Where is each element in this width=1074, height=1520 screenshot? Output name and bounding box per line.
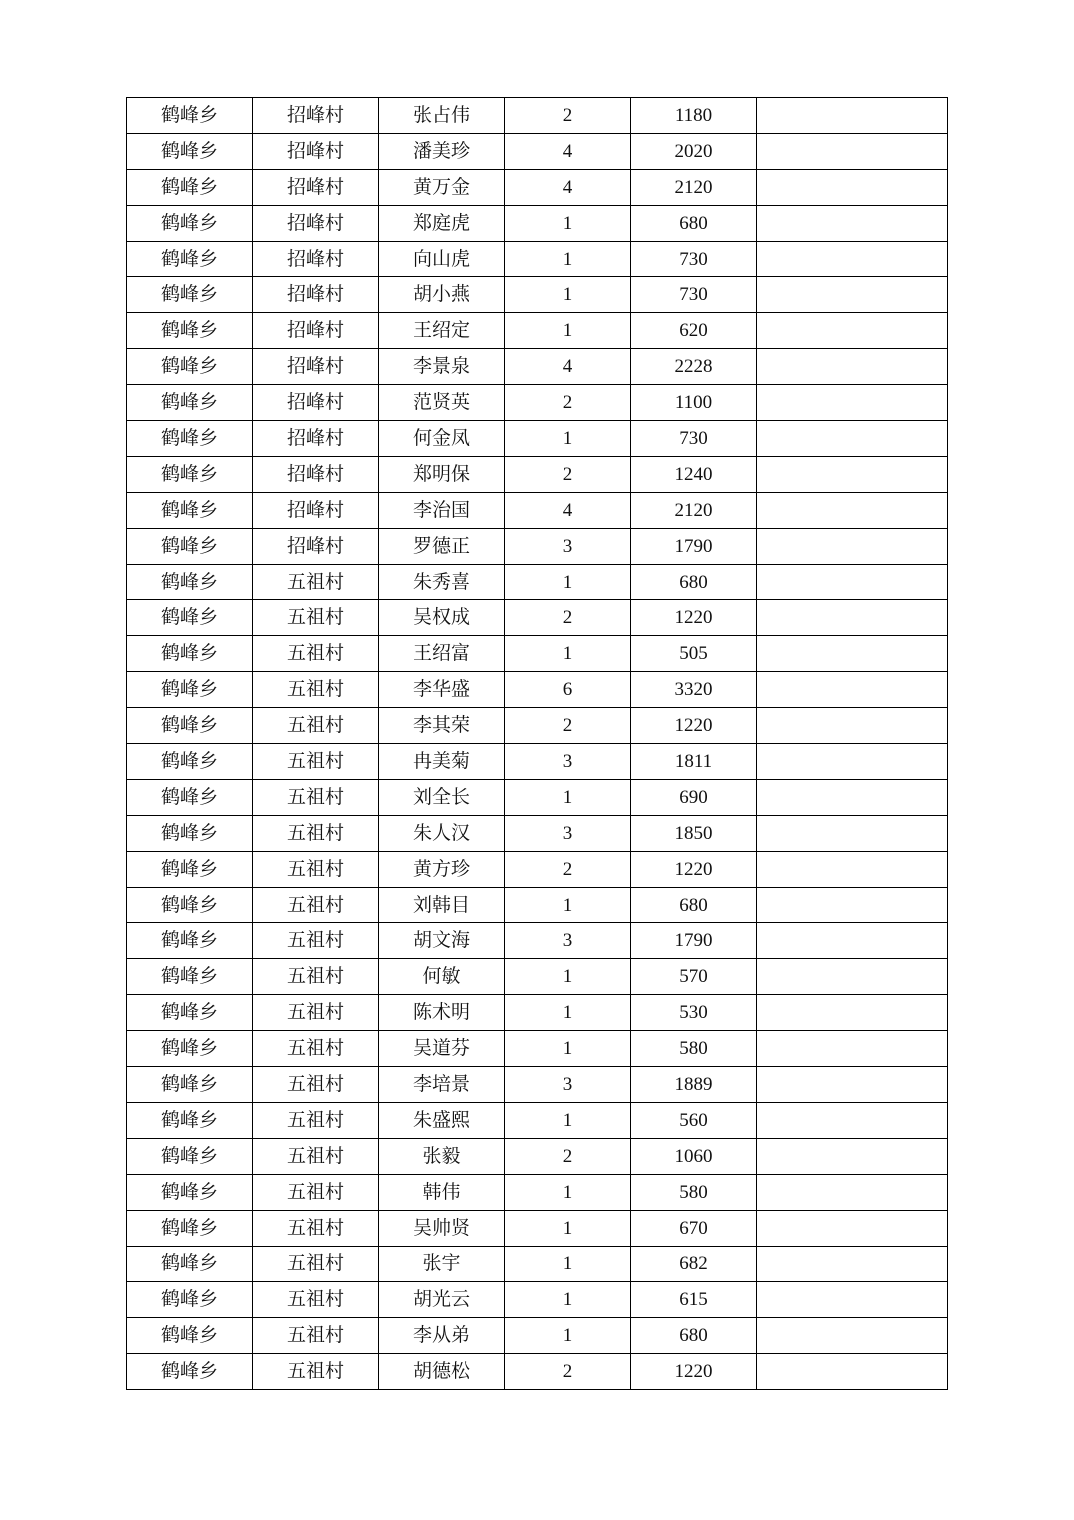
persons-cell: 1 bbox=[505, 1282, 631, 1318]
amount-cell: 1060 bbox=[631, 1138, 757, 1174]
village-cell: 五祖村 bbox=[253, 744, 379, 780]
village-cell: 五祖村 bbox=[253, 959, 379, 995]
name-cell: 陈术明 bbox=[379, 995, 505, 1031]
remark-cell bbox=[757, 815, 948, 851]
persons-cell: 1 bbox=[505, 1210, 631, 1246]
name-cell: 向山虎 bbox=[379, 241, 505, 277]
village-cell: 招峰村 bbox=[253, 205, 379, 241]
name-cell: 朱盛熙 bbox=[379, 1102, 505, 1138]
table-row bbox=[127, 456, 948, 492]
township-cell: 鹤峰乡 bbox=[127, 313, 253, 349]
name-cell: 黄方珍 bbox=[379, 851, 505, 887]
table-row bbox=[127, 1102, 948, 1138]
remark-cell bbox=[757, 636, 948, 672]
remark-cell bbox=[757, 1138, 948, 1174]
persons-cell: 4 bbox=[505, 133, 631, 169]
table-row bbox=[127, 349, 948, 385]
village-cell: 五祖村 bbox=[253, 564, 379, 600]
remark-cell bbox=[757, 959, 948, 995]
township-cell: 鹤峰乡 bbox=[127, 349, 253, 385]
table-row bbox=[127, 1031, 948, 1067]
remark-cell bbox=[757, 708, 948, 744]
persons-cell: 1 bbox=[505, 313, 631, 349]
table-row bbox=[127, 600, 948, 636]
persons-cell: 1 bbox=[505, 1102, 631, 1138]
persons-cell: 2 bbox=[505, 708, 631, 744]
table-row bbox=[127, 241, 948, 277]
name-cell: 李治国 bbox=[379, 492, 505, 528]
table-row bbox=[127, 923, 948, 959]
amount-cell: 2120 bbox=[631, 169, 757, 205]
table-row bbox=[127, 133, 948, 169]
township-cell: 鹤峰乡 bbox=[127, 923, 253, 959]
persons-cell: 1 bbox=[505, 636, 631, 672]
table-row bbox=[127, 277, 948, 313]
village-cell: 五祖村 bbox=[253, 1246, 379, 1282]
name-cell: 吴帅贤 bbox=[379, 1210, 505, 1246]
township-cell: 鹤峰乡 bbox=[127, 744, 253, 780]
amount-cell: 2020 bbox=[631, 133, 757, 169]
table-row bbox=[127, 672, 948, 708]
persons-cell: 2 bbox=[505, 1354, 631, 1390]
table-row bbox=[127, 1282, 948, 1318]
table-row bbox=[127, 205, 948, 241]
name-cell: 冉美菊 bbox=[379, 744, 505, 780]
township-cell: 鹤峰乡 bbox=[127, 169, 253, 205]
name-cell: 郑庭虎 bbox=[379, 205, 505, 241]
persons-cell: 3 bbox=[505, 815, 631, 851]
township-cell: 鹤峰乡 bbox=[127, 1282, 253, 1318]
remark-cell bbox=[757, 349, 948, 385]
name-cell: 张宇 bbox=[379, 1246, 505, 1282]
township-cell: 鹤峰乡 bbox=[127, 277, 253, 313]
remark-cell bbox=[757, 1102, 948, 1138]
remark-cell bbox=[757, 1067, 948, 1103]
name-cell: 李从弟 bbox=[379, 1318, 505, 1354]
remark-cell bbox=[757, 600, 948, 636]
table-row bbox=[127, 815, 948, 851]
remark-cell bbox=[757, 528, 948, 564]
persons-cell: 1 bbox=[505, 779, 631, 815]
table-row bbox=[127, 385, 948, 421]
township-cell: 鹤峰乡 bbox=[127, 1354, 253, 1390]
village-cell: 五祖村 bbox=[253, 1210, 379, 1246]
village-cell: 招峰村 bbox=[253, 98, 379, 134]
name-cell: 胡光云 bbox=[379, 1282, 505, 1318]
village-cell: 五祖村 bbox=[253, 708, 379, 744]
household-table-body bbox=[127, 98, 948, 1390]
amount-cell: 505 bbox=[631, 636, 757, 672]
remark-cell bbox=[757, 98, 948, 134]
persons-cell: 3 bbox=[505, 923, 631, 959]
amount-cell: 682 bbox=[631, 1246, 757, 1282]
name-cell: 何敏 bbox=[379, 959, 505, 995]
remark-cell bbox=[757, 923, 948, 959]
amount-cell: 530 bbox=[631, 995, 757, 1031]
village-cell: 五祖村 bbox=[253, 1318, 379, 1354]
table-row bbox=[127, 779, 948, 815]
name-cell: 胡小燕 bbox=[379, 277, 505, 313]
persons-cell: 4 bbox=[505, 349, 631, 385]
name-cell: 李培景 bbox=[379, 1067, 505, 1103]
township-cell: 鹤峰乡 bbox=[127, 241, 253, 277]
village-cell: 五祖村 bbox=[253, 887, 379, 923]
name-cell: 李华盛 bbox=[379, 672, 505, 708]
amount-cell: 730 bbox=[631, 421, 757, 457]
amount-cell: 1220 bbox=[631, 1354, 757, 1390]
amount-cell: 3320 bbox=[631, 672, 757, 708]
name-cell: 何金凤 bbox=[379, 421, 505, 457]
amount-cell: 570 bbox=[631, 959, 757, 995]
table-row bbox=[127, 1354, 948, 1390]
name-cell: 郑明保 bbox=[379, 456, 505, 492]
township-cell: 鹤峰乡 bbox=[127, 708, 253, 744]
table-row bbox=[127, 1210, 948, 1246]
persons-cell: 1 bbox=[505, 277, 631, 313]
township-cell: 鹤峰乡 bbox=[127, 528, 253, 564]
persons-cell: 1 bbox=[505, 995, 631, 1031]
amount-cell: 1790 bbox=[631, 923, 757, 959]
remark-cell bbox=[757, 672, 948, 708]
amount-cell: 1850 bbox=[631, 815, 757, 851]
township-cell: 鹤峰乡 bbox=[127, 1067, 253, 1103]
remark-cell bbox=[757, 205, 948, 241]
township-cell: 鹤峰乡 bbox=[127, 1102, 253, 1138]
village-cell: 招峰村 bbox=[253, 349, 379, 385]
persons-cell: 2 bbox=[505, 456, 631, 492]
amount-cell: 670 bbox=[631, 1210, 757, 1246]
table-row bbox=[127, 1067, 948, 1103]
amount-cell: 1889 bbox=[631, 1067, 757, 1103]
table-row bbox=[127, 98, 948, 134]
village-cell: 五祖村 bbox=[253, 1138, 379, 1174]
name-cell: 李景泉 bbox=[379, 349, 505, 385]
village-cell: 招峰村 bbox=[253, 456, 379, 492]
village-cell: 招峰村 bbox=[253, 277, 379, 313]
table-row bbox=[127, 564, 948, 600]
remark-cell bbox=[757, 1246, 948, 1282]
amount-cell: 1220 bbox=[631, 708, 757, 744]
remark-cell bbox=[757, 277, 948, 313]
persons-cell: 1 bbox=[505, 241, 631, 277]
remark-cell bbox=[757, 421, 948, 457]
table-row bbox=[127, 708, 948, 744]
table-row bbox=[127, 995, 948, 1031]
table-row bbox=[127, 887, 948, 923]
amount-cell: 1790 bbox=[631, 528, 757, 564]
amount-cell: 690 bbox=[631, 779, 757, 815]
persons-cell: 1 bbox=[505, 421, 631, 457]
persons-cell: 3 bbox=[505, 744, 631, 780]
township-cell: 鹤峰乡 bbox=[127, 779, 253, 815]
amount-cell: 2120 bbox=[631, 492, 757, 528]
village-cell: 招峰村 bbox=[253, 492, 379, 528]
village-cell: 五祖村 bbox=[253, 1282, 379, 1318]
table-row bbox=[127, 1318, 948, 1354]
amount-cell: 560 bbox=[631, 1102, 757, 1138]
township-cell: 鹤峰乡 bbox=[127, 1318, 253, 1354]
amount-cell: 1100 bbox=[631, 385, 757, 421]
table-row bbox=[127, 169, 948, 205]
name-cell: 刘全长 bbox=[379, 779, 505, 815]
persons-cell: 3 bbox=[505, 1067, 631, 1103]
township-cell: 鹤峰乡 bbox=[127, 851, 253, 887]
table-row bbox=[127, 421, 948, 457]
township-cell: 鹤峰乡 bbox=[127, 421, 253, 457]
persons-cell: 1 bbox=[505, 205, 631, 241]
remark-cell bbox=[757, 169, 948, 205]
village-cell: 招峰村 bbox=[253, 385, 379, 421]
table-row bbox=[127, 744, 948, 780]
amount-cell: 1220 bbox=[631, 851, 757, 887]
name-cell: 胡德松 bbox=[379, 1354, 505, 1390]
village-cell: 招峰村 bbox=[253, 241, 379, 277]
township-cell: 鹤峰乡 bbox=[127, 887, 253, 923]
name-cell: 范贤英 bbox=[379, 385, 505, 421]
name-cell: 王绍定 bbox=[379, 313, 505, 349]
village-cell: 五祖村 bbox=[253, 1354, 379, 1390]
name-cell: 王绍富 bbox=[379, 636, 505, 672]
remark-cell bbox=[757, 1174, 948, 1210]
table-row bbox=[127, 528, 948, 564]
persons-cell: 4 bbox=[505, 169, 631, 205]
village-cell: 五祖村 bbox=[253, 779, 379, 815]
village-cell: 招峰村 bbox=[253, 169, 379, 205]
persons-cell: 1 bbox=[505, 1246, 631, 1282]
amount-cell: 680 bbox=[631, 887, 757, 923]
village-cell: 五祖村 bbox=[253, 1174, 379, 1210]
table-row bbox=[127, 313, 948, 349]
name-cell: 吴道芬 bbox=[379, 1031, 505, 1067]
remark-cell bbox=[757, 995, 948, 1031]
village-cell: 五祖村 bbox=[253, 636, 379, 672]
township-cell: 鹤峰乡 bbox=[127, 1246, 253, 1282]
village-cell: 五祖村 bbox=[253, 1102, 379, 1138]
name-cell: 韩伟 bbox=[379, 1174, 505, 1210]
amount-cell: 1240 bbox=[631, 456, 757, 492]
amount-cell: 580 bbox=[631, 1031, 757, 1067]
amount-cell: 1180 bbox=[631, 98, 757, 134]
persons-cell: 3 bbox=[505, 528, 631, 564]
township-cell: 鹤峰乡 bbox=[127, 995, 253, 1031]
township-cell: 鹤峰乡 bbox=[127, 1210, 253, 1246]
persons-cell: 1 bbox=[505, 1318, 631, 1354]
amount-cell: 2228 bbox=[631, 349, 757, 385]
persons-cell: 4 bbox=[505, 492, 631, 528]
remark-cell bbox=[757, 779, 948, 815]
persons-cell: 1 bbox=[505, 959, 631, 995]
village-cell: 五祖村 bbox=[253, 1067, 379, 1103]
name-cell: 张占伟 bbox=[379, 98, 505, 134]
township-cell: 鹤峰乡 bbox=[127, 959, 253, 995]
persons-cell: 6 bbox=[505, 672, 631, 708]
village-cell: 五祖村 bbox=[253, 672, 379, 708]
township-cell: 鹤峰乡 bbox=[127, 564, 253, 600]
amount-cell: 580 bbox=[631, 1174, 757, 1210]
remark-cell bbox=[757, 1318, 948, 1354]
remark-cell bbox=[757, 456, 948, 492]
remark-cell bbox=[757, 1354, 948, 1390]
remark-cell bbox=[757, 744, 948, 780]
table-row bbox=[127, 1246, 948, 1282]
township-cell: 鹤峰乡 bbox=[127, 1031, 253, 1067]
township-cell: 鹤峰乡 bbox=[127, 672, 253, 708]
name-cell: 朱人汉 bbox=[379, 815, 505, 851]
persons-cell: 1 bbox=[505, 1031, 631, 1067]
name-cell: 胡文海 bbox=[379, 923, 505, 959]
township-cell: 鹤峰乡 bbox=[127, 636, 253, 672]
persons-cell: 1 bbox=[505, 887, 631, 923]
village-cell: 五祖村 bbox=[253, 600, 379, 636]
table-row bbox=[127, 492, 948, 528]
township-cell: 鹤峰乡 bbox=[127, 492, 253, 528]
name-cell: 吴权成 bbox=[379, 600, 505, 636]
remark-cell bbox=[757, 564, 948, 600]
amount-cell: 680 bbox=[631, 564, 757, 600]
name-cell: 潘美珍 bbox=[379, 133, 505, 169]
village-cell: 五祖村 bbox=[253, 851, 379, 887]
remark-cell bbox=[757, 492, 948, 528]
table-row bbox=[127, 636, 948, 672]
table-row bbox=[127, 1174, 948, 1210]
remark-cell bbox=[757, 851, 948, 887]
name-cell: 李其荣 bbox=[379, 708, 505, 744]
village-cell: 招峰村 bbox=[253, 421, 379, 457]
village-cell: 招峰村 bbox=[253, 133, 379, 169]
township-cell: 鹤峰乡 bbox=[127, 98, 253, 134]
table-row bbox=[127, 1138, 948, 1174]
township-cell: 鹤峰乡 bbox=[127, 133, 253, 169]
name-cell: 张毅 bbox=[379, 1138, 505, 1174]
name-cell: 朱秀喜 bbox=[379, 564, 505, 600]
village-cell: 招峰村 bbox=[253, 528, 379, 564]
township-cell: 鹤峰乡 bbox=[127, 815, 253, 851]
household-table bbox=[126, 97, 948, 1390]
village-cell: 五祖村 bbox=[253, 1031, 379, 1067]
amount-cell: 1220 bbox=[631, 600, 757, 636]
table-row bbox=[127, 851, 948, 887]
amount-cell: 680 bbox=[631, 205, 757, 241]
persons-cell: 2 bbox=[505, 600, 631, 636]
persons-cell: 1 bbox=[505, 1174, 631, 1210]
name-cell: 黄万金 bbox=[379, 169, 505, 205]
amount-cell: 1811 bbox=[631, 744, 757, 780]
remark-cell bbox=[757, 1031, 948, 1067]
remark-cell bbox=[757, 133, 948, 169]
amount-cell: 615 bbox=[631, 1282, 757, 1318]
remark-cell bbox=[757, 1282, 948, 1318]
remark-cell bbox=[757, 887, 948, 923]
township-cell: 鹤峰乡 bbox=[127, 456, 253, 492]
amount-cell: 680 bbox=[631, 1318, 757, 1354]
remark-cell bbox=[757, 241, 948, 277]
village-cell: 五祖村 bbox=[253, 923, 379, 959]
village-cell: 五祖村 bbox=[253, 995, 379, 1031]
amount-cell: 620 bbox=[631, 313, 757, 349]
township-cell: 鹤峰乡 bbox=[127, 1174, 253, 1210]
village-cell: 五祖村 bbox=[253, 815, 379, 851]
name-cell: 罗德正 bbox=[379, 528, 505, 564]
remark-cell bbox=[757, 1210, 948, 1246]
persons-cell: 1 bbox=[505, 564, 631, 600]
township-cell: 鹤峰乡 bbox=[127, 600, 253, 636]
name-cell: 刘韩目 bbox=[379, 887, 505, 923]
township-cell: 鹤峰乡 bbox=[127, 385, 253, 421]
persons-cell: 2 bbox=[505, 851, 631, 887]
persons-cell: 2 bbox=[505, 385, 631, 421]
remark-cell bbox=[757, 313, 948, 349]
amount-cell: 730 bbox=[631, 241, 757, 277]
persons-cell: 2 bbox=[505, 98, 631, 134]
table-row bbox=[127, 959, 948, 995]
remark-cell bbox=[757, 385, 948, 421]
village-cell: 招峰村 bbox=[253, 313, 379, 349]
amount-cell: 730 bbox=[631, 277, 757, 313]
persons-cell: 2 bbox=[505, 1138, 631, 1174]
township-cell: 鹤峰乡 bbox=[127, 1138, 253, 1174]
township-cell: 鹤峰乡 bbox=[127, 205, 253, 241]
